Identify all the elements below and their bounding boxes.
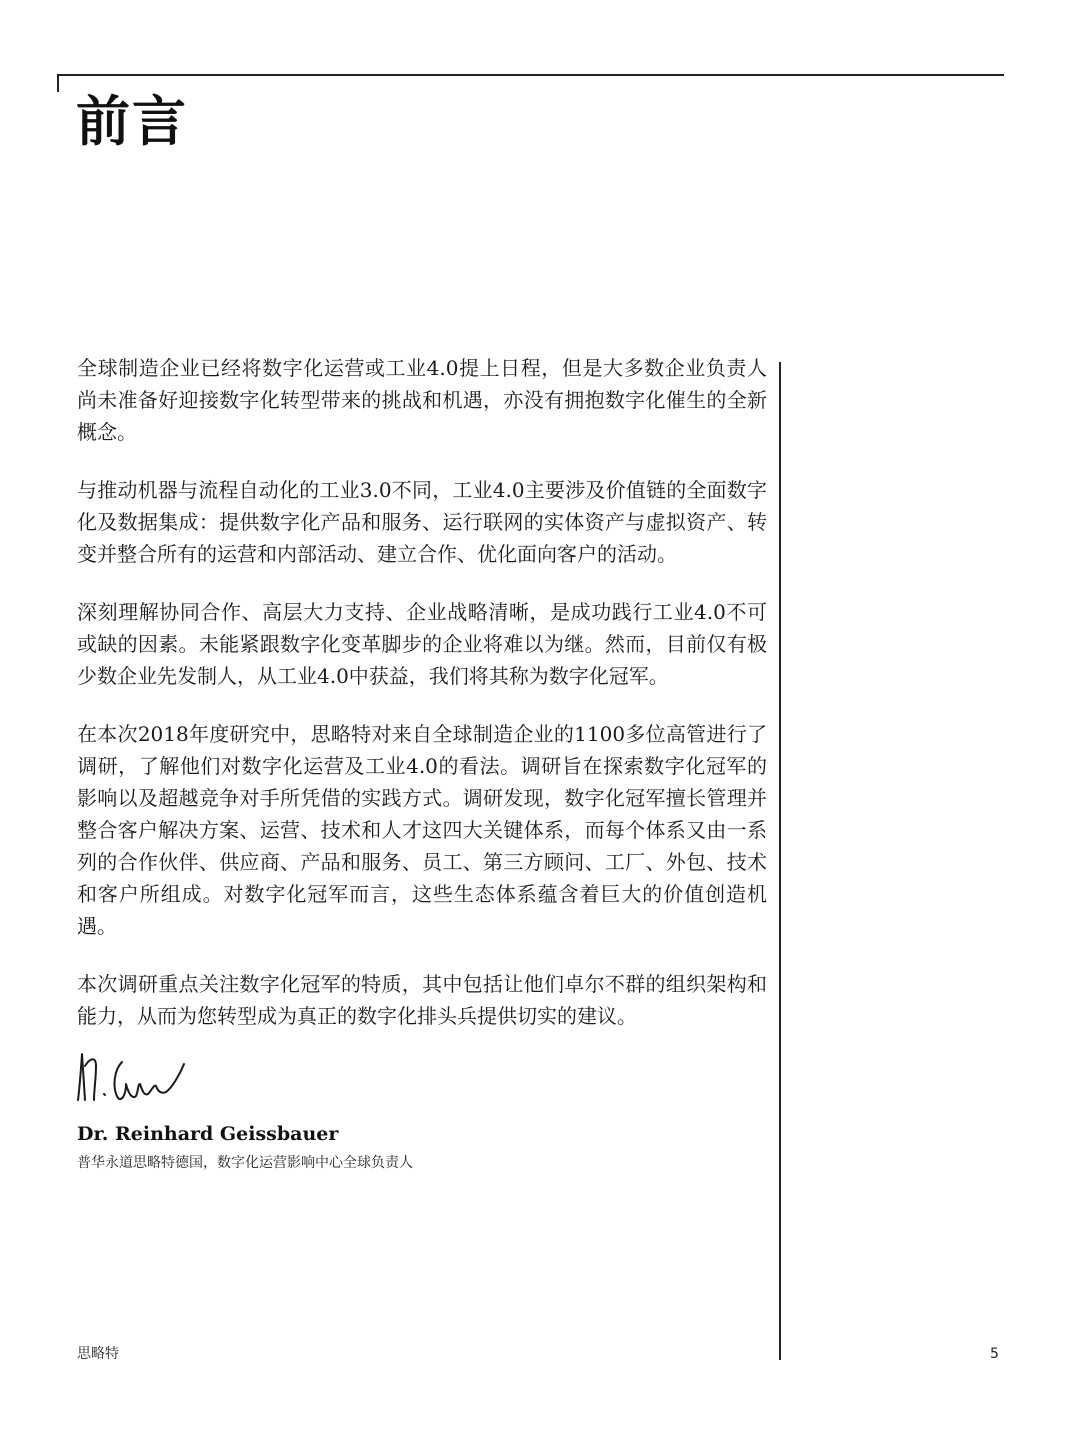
body-text <box>77 352 767 1058</box>
page-number: 5 <box>990 1346 999 1362</box>
signature-image <box>72 1044 232 1110</box>
paragraph-3: 深刻理解协同合作、高层大力支持、企业战略清晰，是成功践行工业4.0不可或缺的因素。未能紧跟数字化变革脚步的企业将难以为继。然而，目前仅有极少数企业先发制人，从工业4.0中获益，我们将其称为数字化冠军。 <box>77 600 767 688</box>
top-rule <box>57 74 1004 76</box>
signer-name: Dr. Reinhard Geissbauer <box>77 1123 339 1145</box>
signer-title: 普华永道思略特德国，数字化运营影响中心全球负责人 <box>77 1155 413 1171</box>
paragraph-1: 全球制造企业已经将数字化运营或工业4.0提上日程，但是大多数企业负责人尚未准备好迎接数字化转型带来的挑战和机遇，亦没有拥抱数字化催生的全新概念。 <box>77 356 767 444</box>
paragraph-2: 与推动机器与流程自动化的工业3.0不同，工业4.0主要涉及价值链的全面数字化及数据集成：提供数字化产品和服务、运行联网的实体资产与虚拟资产、转变并整合所有的运营和内部活动、建立合作、优化面向客户的活动。 <box>77 478 767 566</box>
top-rule-tick <box>57 74 59 92</box>
paragraph-5: 本次调研重点关注数字化冠军的特质，其中包括让他们卓尔不群的组织架构和能力，从而为您转型成为真正的数字化排头兵提供切实的建议。 <box>77 972 767 1028</box>
vertical-divider <box>779 362 781 1360</box>
paragraph-4: 在本次2018年度研究中，思略特对来自全球制造企业的1100多位高管进行了调研，了解他们对数字化运营及工业4.0的看法。调研旨在探索数字化冠军的影响以及超越竞争对手所凭借的实践方式。调研发现，数字化冠军擅长管理并整合客户解决方案、运营、技术和人才这四大关键体系，而每个体系又由一系列的合作伙伴、供应商、产品和服务、员工、第三方顾问、工厂、外包、技术和客户所组成。对数字化冠军而言，这些生态体系蕴含着巨大的价值创造机遇。 <box>77 722 767 938</box>
footer-brand: 思略特 <box>77 1346 119 1362</box>
page-title: 前言 <box>76 89 188 153</box>
